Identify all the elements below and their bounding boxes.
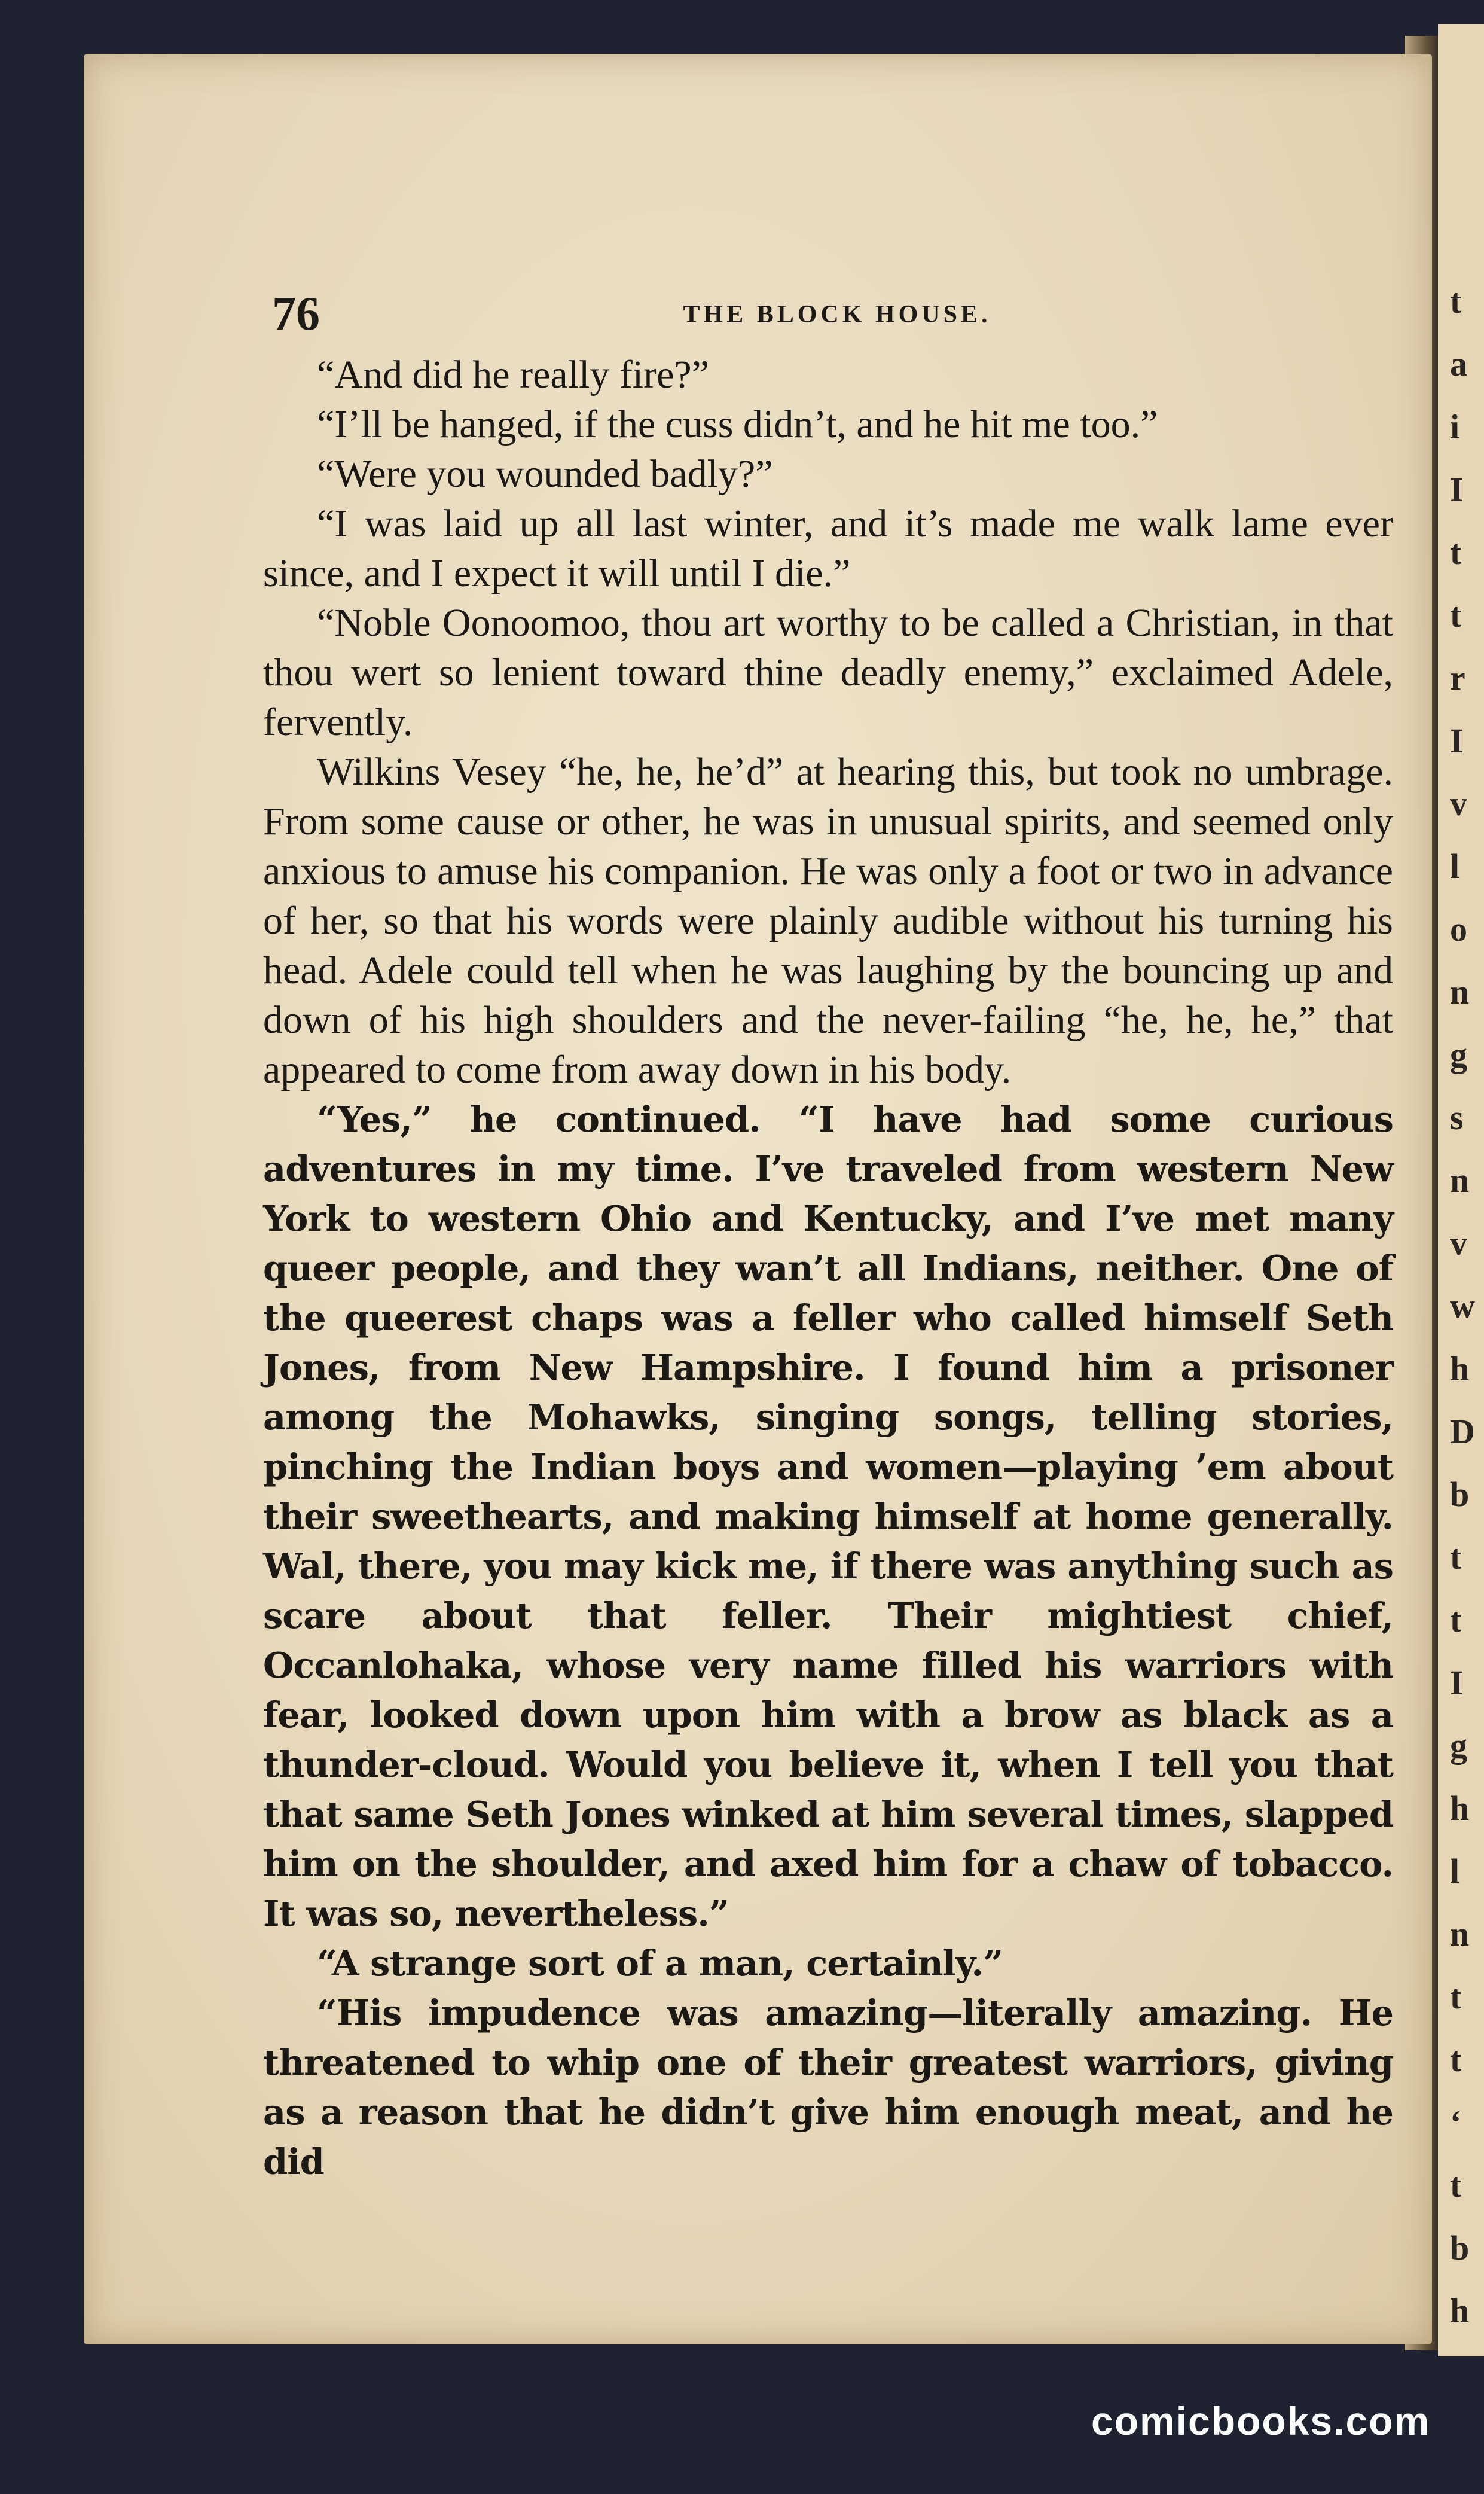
adjacent-page-letter: n [1450,1914,1470,1953]
adjacent-page-letter: b [1450,2228,1470,2267]
paragraph: “Noble Oonoomoo, thou art worthy to be called a Christian, in that thou wert so lenient toward thine deadly enemy,” exclaimed Adele, fervently. [263,601,1393,744]
adjacent-page-letter: r [1450,658,1465,697]
adjacent-page-letter: b [1450,1475,1470,1514]
adjacent-page-letter: i [1450,407,1460,446]
adjacent-page-letter: h [1450,2291,1470,2330]
adjacent-page-letter: l [1450,1852,1460,1891]
adjacent-page-letter: o [1450,910,1467,949]
adjacent-page-letter: v [1450,1224,1467,1263]
adjacent-page-letter: v [1450,784,1467,823]
adjacent-page-letter: ‘ [1450,2103,1462,2142]
paragraph: “Were you wounded badly?” [317,452,773,496]
adjacent-page-letter: I [1450,470,1464,509]
adjacent-page-letter: t [1450,533,1462,572]
paragraph: “I’ll be hanged, if the cuss didn’t, and he hit me too.” [317,403,1158,446]
adjacent-page-letter: s [1450,1098,1464,1137]
adjacent-page-letter: I [1450,1663,1464,1702]
adjacent-page-letter: n [1450,1161,1470,1200]
adjacent-page-letter: t [1450,596,1462,635]
paragraph: “His impudence was amazing—literally amazing. He threatened to whip one of their greatest warriors, giving as a reason that he didn’t give him enough meat, and he did [263,1992,1393,2182]
page-header [272,287,1402,347]
paragraph: “And did he really fire?” [317,353,710,397]
watermark: comicbooks.com [1091,2399,1431,2443]
adjacent-page-letter: l [1450,847,1460,886]
adjacent-page-letter: g [1450,1035,1467,1074]
adjacent-page-letter: D [1450,1412,1475,1451]
adjacent-page-letter: w [1450,1286,1475,1325]
page-body [263,350,1393,2187]
adjacent-page-letter: t [1450,2040,1462,2079]
adjacent-page-letter: t [1450,1538,1462,1577]
page-number: 76 [272,288,320,340]
adjacent-page-letter: I [1450,721,1464,760]
adjacent-page-letter: t [1450,1600,1462,1639]
adjacent-page-letter: t [1450,2166,1462,2205]
paragraph: Wilkins Vesey “he, he, he’d” at hearing this, but took no umbrage. From some cause or other, he was in unusual spirits, and seemed only anxious to amuse his companion. He was only a foot or two in advance of her, so that his words were plainly audible without his turning his head. Adele could tell when he was laughing by the bouncing up and down of his high shoulders and the never-failing “he, he, he,” that appeared to come from away down in his body. [263,750,1393,1091]
paragraph: “Yes,” he continued. “I have had some curious adventures in my time. I’ve traveled from western New York to western Ohio and Kentucky, and I’ve met many queer people, and they wan’t all Indians, neither. One of the queerest chaps was a feller who called himself Seth Jones, from New Hampshire. I found him a prisoner among the Mohawks, singing songs, telling stories, pinching the Indian boys and women—playing ’em about their sweethearts, and making himself at home generally. Wal, there, you may kick me, if there was anything such as scare about that feller. Their mightiest chief, Occanlohaka, whose very name filled his warriors with fear, looked down upon him with a brow as black as a thunder-cloud. Would you believe it, when I tell you that that same Seth Jones winked at him several times, slapped him on the shoulder, and axed him for a chaw of tobacco. It was so, nevertheless.” [263,1099,1393,1934]
adjacent-page-edge [1438,24,1484,2356]
adjacent-page-letter: h [1450,1349,1470,1388]
adjacent-page-letter: t [1450,282,1462,321]
paragraph: “I was laid up all last winter, and it’s made me walk lame ever since, and I expect it will until I die.” [263,502,1393,595]
adjacent-page-letter: a [1450,344,1467,383]
adjacent-page-letter: h [1450,1789,1470,1828]
adjacent-page-letter: g [1450,1726,1467,1765]
paragraph: “A strange sort of a man, certainly.” [317,1943,1003,1984]
running-title: THE BLOCK HOUSE. [683,301,991,328]
adjacent-page-letter: n [1450,972,1470,1011]
adjacent-page-letter: t [1450,1977,1462,2016]
